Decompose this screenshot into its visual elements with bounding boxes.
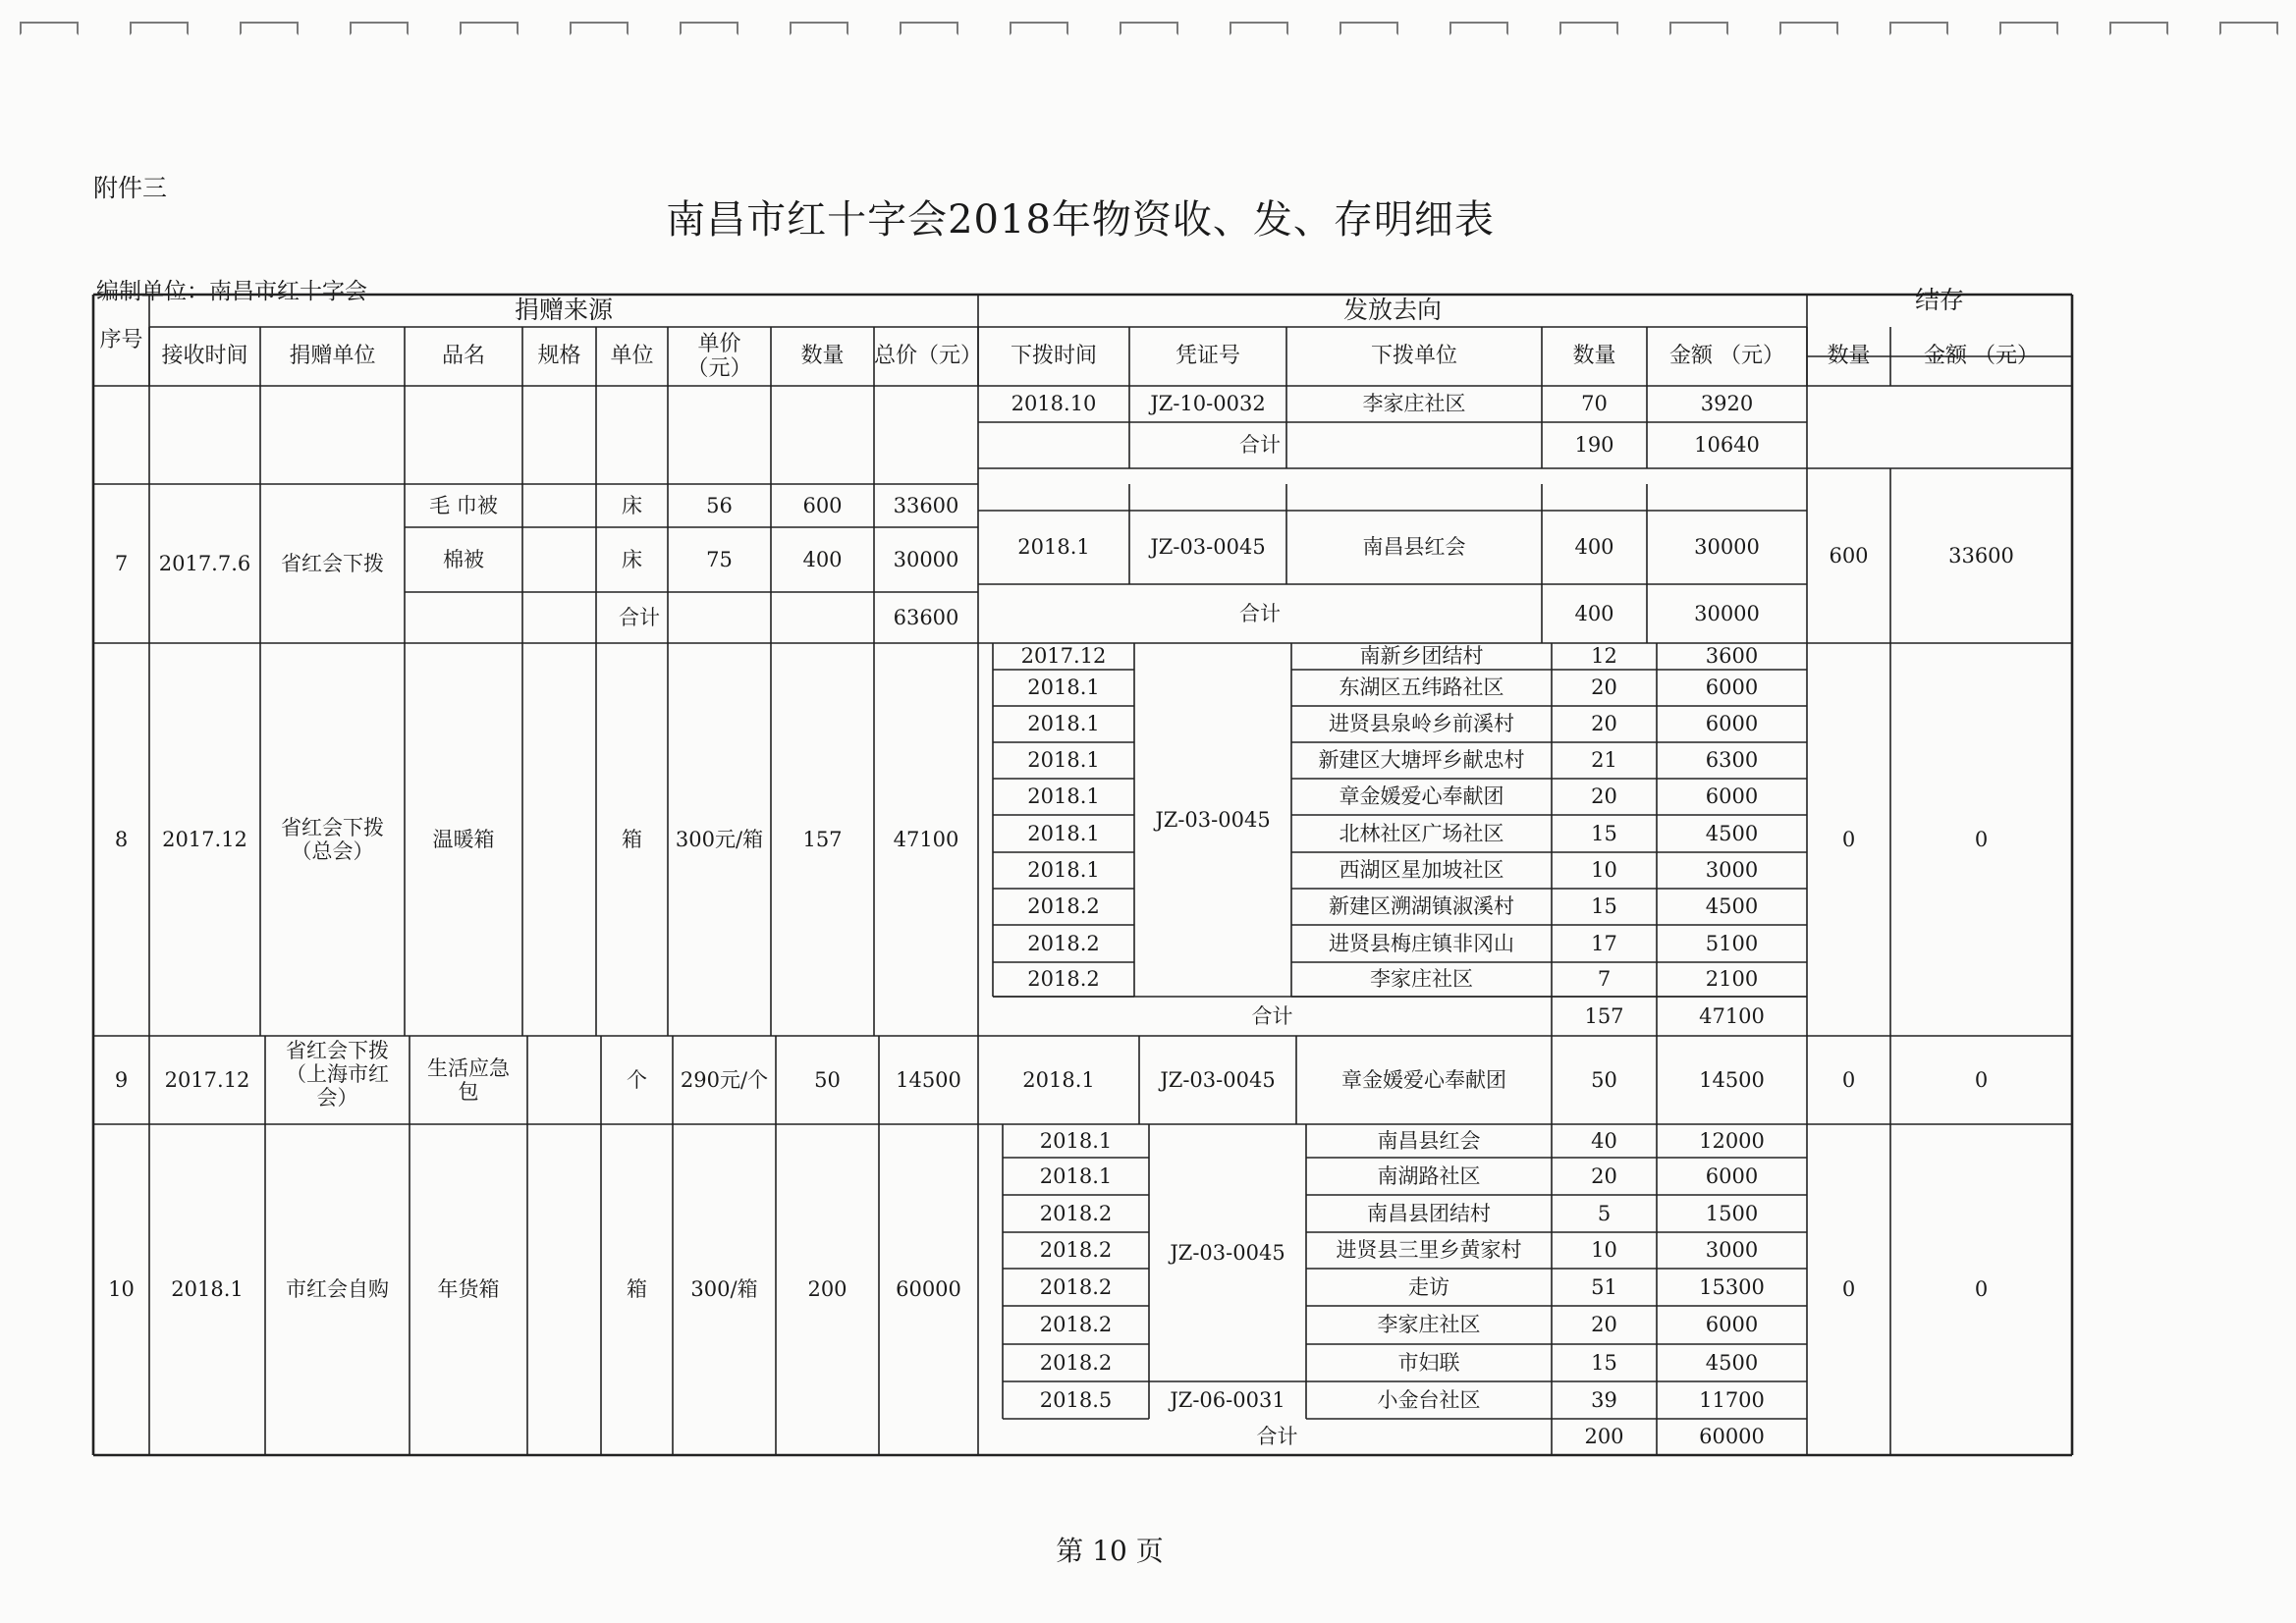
row10-dispatch-qty: 20 xyxy=(1591,1313,1617,1337)
row9-stock-amount: 0 xyxy=(1974,1067,1989,1092)
header-stock-group: 结存 xyxy=(1914,286,1964,315)
row7-dispatch-time: 2018.1 xyxy=(1017,535,1090,560)
row8-dispatch-amount: 4500 xyxy=(1705,894,1759,919)
row8-dispatch-amount: 5100 xyxy=(1705,931,1759,955)
header-unit: 单位 xyxy=(610,344,654,369)
row8-dispatch-qty: 21 xyxy=(1591,748,1617,773)
row7-dispatch-qty: 400 xyxy=(1574,535,1614,560)
cont-subtotal-label: 合计 xyxy=(1239,433,1281,458)
row10-stock-amount: 0 xyxy=(1974,1277,1989,1302)
row8-dispatch-amount: 6300 xyxy=(1705,748,1759,773)
row10-voucher-b: JZ-06-0031 xyxy=(1170,1387,1285,1412)
attachment-label: 附件三 xyxy=(93,174,168,202)
header-dispatch-group: 发放去向 xyxy=(1342,296,1442,325)
row10-recipient: 进贤县三里乡黄家村 xyxy=(1336,1238,1522,1263)
row8-dispatch-time: 2017.12 xyxy=(1020,644,1107,669)
row7-item-name: 毛 巾被 xyxy=(429,493,498,517)
row7-item-name: 棉被 xyxy=(443,547,484,571)
row10-dispatch-amount: 1500 xyxy=(1705,1201,1759,1225)
row10-dispatch-qty: 51 xyxy=(1591,1274,1617,1299)
row8-dispatch-amount: 6000 xyxy=(1705,676,1759,700)
row8-dispatch-time: 2018.1 xyxy=(1027,858,1100,883)
row10-price: 300/箱 xyxy=(690,1277,758,1302)
row7-item-qty: 600 xyxy=(802,493,843,517)
row10-subtotal-amount: 60000 xyxy=(1699,1425,1765,1449)
cont-recipient: 李家庄社区 xyxy=(1362,392,1466,416)
header-d-amount: 金额 （元） xyxy=(1669,344,1784,369)
row10-dispatch-time: 2018.2 xyxy=(1039,1313,1113,1337)
cont-time: 2018.10 xyxy=(1011,392,1097,416)
header-voucher: 凭证号 xyxy=(1175,344,1240,369)
row10-recipient: 李家庄社区 xyxy=(1377,1313,1481,1337)
row8-recipient: 西湖区星加坡社区 xyxy=(1339,858,1504,883)
row10-dispatch-time: 2018.1 xyxy=(1039,1163,1113,1188)
header-d-qty: 数量 xyxy=(1572,344,1616,369)
row9-qty: 50 xyxy=(814,1067,841,1092)
row10-dispatch-time: 2018.5 xyxy=(1039,1387,1113,1412)
row10-stock-qty: 0 xyxy=(1841,1277,1856,1302)
row9-total: 14500 xyxy=(896,1067,961,1092)
row9-dispatch-qty: 50 xyxy=(1591,1067,1617,1092)
row7-item-total: 30000 xyxy=(893,547,959,571)
row8-total: 47100 xyxy=(893,827,959,851)
row10-dispatch-amount: 3000 xyxy=(1705,1238,1759,1263)
row9-dispatch-time: 2018.1 xyxy=(1022,1067,1095,1092)
row10-dispatch-amount: 4500 xyxy=(1705,1350,1759,1375)
row8-dispatch-amount: 4500 xyxy=(1705,821,1759,845)
row7-subtotal-label: 合计 xyxy=(1239,601,1281,625)
row7-voucher: JZ-03-0045 xyxy=(1150,535,1266,560)
row10-dispatch-time: 2018.2 xyxy=(1039,1274,1113,1299)
row10-recipient: 南湖路社区 xyxy=(1377,1163,1481,1188)
row9-unit: 个 xyxy=(627,1067,647,1092)
row10-donor: 市红会自购 xyxy=(286,1277,389,1302)
row9-voucher: JZ-03-0045 xyxy=(1160,1067,1276,1092)
row8-recipient: 章金媛爱心奉献团 xyxy=(1339,784,1504,809)
row8-dispatch-amount: 3000 xyxy=(1705,858,1759,883)
cont-qty: 70 xyxy=(1581,392,1608,416)
cont-subtotal-qty: 190 xyxy=(1574,433,1614,458)
header-s-amount: 金额 （元） xyxy=(1924,344,2039,369)
row9-dispatch-amount: 14500 xyxy=(1699,1067,1765,1092)
row8-dispatch-time: 2018.2 xyxy=(1027,894,1100,919)
row10-qty: 200 xyxy=(807,1277,847,1302)
row10-total: 60000 xyxy=(896,1277,961,1302)
row7-donor: 省红会下拨 xyxy=(281,551,384,575)
row8-dispatch-time: 2018.2 xyxy=(1027,967,1100,992)
row7-stock-amount: 33600 xyxy=(1948,543,2014,568)
row7-item-unit: 床 xyxy=(622,493,642,517)
row9-donor: 省红会下拨 （上海市红 会） xyxy=(286,1038,389,1110)
row10-dispatch-amount: 11700 xyxy=(1699,1387,1765,1412)
row8-price: 300元/箱 xyxy=(675,827,764,851)
row7-recipient: 南昌县红会 xyxy=(1362,535,1466,560)
row9-item: 生活应急 包 xyxy=(427,1055,510,1104)
row8-recipient: 南新乡团结村 xyxy=(1359,644,1484,669)
row8-recipient: 北林社区广场社区 xyxy=(1339,821,1504,845)
row8-recipient: 李家庄社区 xyxy=(1370,967,1473,992)
row10-dispatch-amount: 6000 xyxy=(1705,1313,1759,1337)
row7-item-price: 56 xyxy=(706,493,733,517)
row8-seq: 8 xyxy=(114,827,129,851)
row8-voucher: JZ-03-0045 xyxy=(1155,807,1271,832)
row7-subtotal-amount: 30000 xyxy=(1694,601,1760,625)
row9-date: 2017.12 xyxy=(164,1067,250,1092)
row10-recipient: 南昌县团结村 xyxy=(1367,1201,1491,1225)
row8-stock-amount: 0 xyxy=(1974,827,1989,851)
row8-dispatch-amount: 6000 xyxy=(1705,784,1759,809)
row7-source-total: 63600 xyxy=(893,605,959,629)
row8-qty: 157 xyxy=(802,827,843,851)
row9-stock-qty: 0 xyxy=(1841,1067,1856,1092)
header-dispatch-time: 下拨时间 xyxy=(1010,344,1097,369)
row10-dispatch-time: 2018.2 xyxy=(1039,1201,1113,1225)
row8-stock-qty: 0 xyxy=(1841,827,1856,851)
row7-stock-qty: 600 xyxy=(1829,543,1869,568)
row7-source-total-label: 合计 xyxy=(619,605,660,629)
header-donor: 捐赠单位 xyxy=(289,344,376,369)
row8-dispatch-amount: 6000 xyxy=(1705,712,1759,736)
row8-dispatch-time: 2018.1 xyxy=(1027,748,1100,773)
row8-date: 2017.12 xyxy=(162,827,247,851)
header-recipient: 下拨单位 xyxy=(1370,344,1457,369)
row7-dispatch-amount: 30000 xyxy=(1694,535,1760,560)
page-number: 第 10 页 xyxy=(1056,1535,1164,1567)
row8-subtotal-label: 合计 xyxy=(1251,1003,1293,1028)
row10-dispatch-amount: 6000 xyxy=(1705,1163,1759,1188)
row10-dispatch-qty: 39 xyxy=(1591,1387,1617,1412)
header-unit-price: 单价 （元） xyxy=(686,331,752,381)
row8-dispatch-qty: 15 xyxy=(1591,894,1617,919)
cont-subtotal-amount: 10640 xyxy=(1694,433,1760,458)
row7-seq: 7 xyxy=(114,551,129,575)
row10-date: 2018.1 xyxy=(171,1277,244,1302)
row7-item-unit: 床 xyxy=(622,547,642,571)
row8-dispatch-qty: 17 xyxy=(1591,931,1617,955)
row8-recipient: 东湖区五纬路社区 xyxy=(1339,676,1504,700)
row8-donor: 省红会下拨 （总会） xyxy=(281,815,384,863)
row10-seq: 10 xyxy=(108,1277,135,1302)
row8-dispatch-qty: 12 xyxy=(1591,644,1617,669)
row10-voucher-a: JZ-03-0045 xyxy=(1170,1240,1285,1265)
row10-dispatch-qty: 5 xyxy=(1597,1201,1612,1225)
header-s-qty: 数量 xyxy=(1827,344,1871,369)
row10-dispatch-qty: 15 xyxy=(1591,1350,1617,1375)
row8-dispatch-time: 2018.1 xyxy=(1027,784,1100,809)
header-qty: 数量 xyxy=(800,344,845,369)
row7-item-price: 75 xyxy=(706,547,733,571)
row8-dispatch-amount: 3600 xyxy=(1705,644,1759,669)
row8-dispatch-qty: 20 xyxy=(1591,712,1617,736)
row8-dispatch-qty: 20 xyxy=(1591,676,1617,700)
row10-dispatch-amount: 15300 xyxy=(1699,1274,1765,1299)
row7-item-qty: 400 xyxy=(802,547,843,571)
row8-dispatch-time: 2018.1 xyxy=(1027,676,1100,700)
row9-recipient: 章金媛爱心奉献团 xyxy=(1341,1067,1506,1092)
row10-dispatch-time: 2018.2 xyxy=(1039,1350,1113,1375)
row8-dispatch-time: 2018.1 xyxy=(1027,712,1100,736)
row8-dispatch-qty: 10 xyxy=(1591,858,1617,883)
row10-subtotal-label: 合计 xyxy=(1256,1425,1298,1449)
row9-price: 290元/个 xyxy=(680,1067,769,1092)
row10-unit: 箱 xyxy=(627,1277,647,1302)
row8-dispatch-time: 2018.2 xyxy=(1027,931,1100,955)
document-title: 南昌市红十字会2018年物资收、发、存明细表 xyxy=(666,197,1495,243)
header-total: 总价（元） xyxy=(874,344,983,369)
row10-dispatch-qty: 20 xyxy=(1591,1163,1617,1188)
row8-dispatch-qty: 7 xyxy=(1597,967,1612,992)
row8-recipient: 进贤县泉岭乡前溪村 xyxy=(1329,712,1514,736)
header-seq: 序号 xyxy=(99,327,143,352)
row9-seq: 9 xyxy=(114,1067,129,1092)
row8-recipient: 新建区大塘坪乡献忠村 xyxy=(1318,748,1525,773)
header-source-group: 捐赠来源 xyxy=(514,296,613,325)
row10-dispatch-time: 2018.2 xyxy=(1039,1238,1113,1263)
row10-subtotal-qty: 200 xyxy=(1584,1425,1624,1449)
row8-dispatch-amount: 2100 xyxy=(1705,967,1759,992)
row10-dispatch-qty: 10 xyxy=(1591,1238,1617,1263)
row10-recipient: 走访 xyxy=(1408,1274,1449,1299)
row10-recipient: 市妇联 xyxy=(1397,1350,1460,1375)
row7-date: 2017.7.6 xyxy=(158,551,251,575)
cont-voucher: JZ-10-0032 xyxy=(1150,392,1266,416)
row8-dispatch-time: 2018.1 xyxy=(1027,821,1100,845)
row10-item: 年货箱 xyxy=(437,1277,500,1302)
row8-subtotal-qty: 157 xyxy=(1584,1003,1624,1028)
header-item: 品名 xyxy=(441,344,485,369)
row8-item: 温暖箱 xyxy=(432,827,495,851)
row10-dispatch-qty: 40 xyxy=(1591,1128,1617,1153)
row8-dispatch-qty: 15 xyxy=(1591,821,1617,845)
cont-amount: 3920 xyxy=(1700,392,1754,416)
row7-subtotal-qty: 400 xyxy=(1574,601,1614,625)
header-receive-time: 接收时间 xyxy=(161,344,248,369)
row8-subtotal-amount: 47100 xyxy=(1699,1003,1765,1028)
row10-recipient: 南昌县红会 xyxy=(1377,1128,1481,1153)
row8-recipient: 新建区溯湖镇淑溪村 xyxy=(1329,894,1514,919)
compile-unit: 编制单位：南昌市红十字会 xyxy=(96,279,367,304)
row8-unit: 箱 xyxy=(622,827,642,851)
row8-dispatch-qty: 20 xyxy=(1591,784,1617,809)
row7-item-total: 33600 xyxy=(893,493,959,517)
row10-recipient: 小金台社区 xyxy=(1377,1387,1481,1412)
header-spec: 规格 xyxy=(537,344,581,369)
row10-dispatch-time: 2018.1 xyxy=(1039,1128,1113,1153)
row8-recipient: 进贤县梅庄镇非冈山 xyxy=(1329,931,1514,955)
row10-dispatch-amount: 12000 xyxy=(1699,1128,1765,1153)
